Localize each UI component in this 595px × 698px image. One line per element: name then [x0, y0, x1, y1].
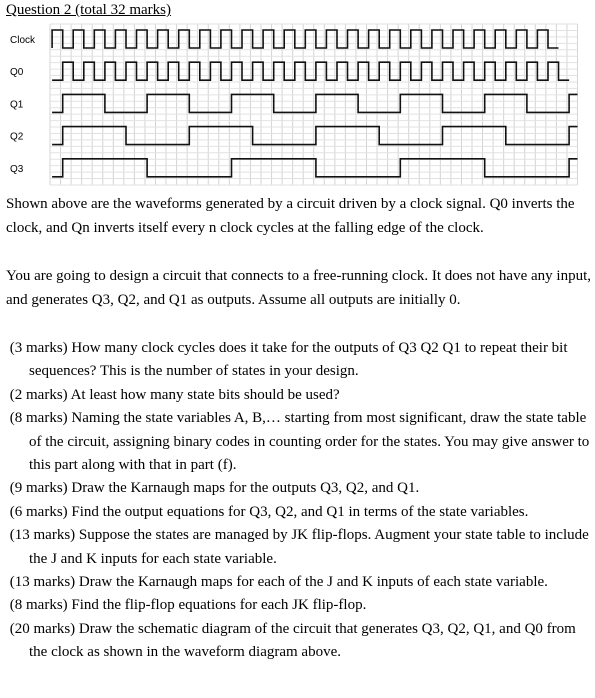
question-title: Question 2 (total 32 marks)	[6, 2, 171, 18]
signal-label: Q0	[10, 67, 24, 79]
signal-label: Clock	[10, 35, 36, 46]
part-text: (9 marks) Draw the Karnaugh maps for the outputs Q3, Q2, and Q1.	[9, 480, 420, 497]
part-b	[6, 384, 591, 407]
part-text: (8 marks) Find the flip-flop equations for each JK flip-flop.	[9, 597, 367, 614]
part-h	[6, 594, 591, 617]
question-parts	[6, 337, 591, 665]
intro-paragraph: Shown above are the waveforms generated by a circuit driven by a clock signal. Q0 inverts the clock, and Qn inverts itself every n clock cycles at the falling edge of the clock.	[6, 196, 575, 236]
task-paragraph: You are going to design a circuit that connects to a free-running clock. It does not have any input, and generates Q3, Q2, and Q1 as outputs. Assume all outputs are initially 0.	[6, 268, 591, 308]
part-text: (2 marks) At least how many state bits should be used?	[9, 386, 340, 403]
waveform-q3	[52, 159, 577, 177]
part-text: (20 marks) Draw the schematic diagram of the circuit that generates Q3, Q2, Q1, and Q0 from the clock as shown in the waveform diagram above.	[9, 620, 576, 661]
signal-labels	[10, 35, 36, 175]
waveform-q2	[52, 127, 577, 145]
part-text: (3 marks) How many clock cycles does it take for the outputs of Q3 Q2 Q1 to repeat their bit sequences? This is the number of states in your design.	[9, 340, 568, 380]
part-text: (6 marks) Find the output equations for Q3, Q2, and Q1 in terms of the state variables.	[9, 503, 529, 520]
signal-label: Q2	[10, 131, 24, 143]
waveform-q0	[52, 62, 569, 80]
part-text: (13 marks) Suppose the states are managed by JK flip-flops. Augment your state table to include the J and K inputs for each state variable.	[9, 527, 589, 567]
waveform-diagram	[0, 22, 595, 187]
part-i	[6, 618, 591, 665]
signal-waveforms	[52, 30, 577, 177]
part-e	[6, 501, 591, 524]
part-f	[6, 524, 591, 571]
part-text: (13 marks) Draw the Karnaugh maps for each of the J and K inputs of each state variable.	[9, 574, 548, 591]
part-g	[6, 571, 591, 594]
part-d	[6, 477, 591, 500]
signal-label: Q3	[10, 163, 24, 175]
part-a	[6, 337, 591, 384]
part-c	[6, 407, 591, 477]
signal-label: Q1	[10, 99, 24, 111]
part-text: (8 marks) Naming the state variables A, B,… starting from most significant, draw the state table of the circuit, assigning binary codes in counting order for the states. You may give answer to this part along with that in part (f).	[9, 410, 590, 474]
waveform-q1	[52, 94, 577, 112]
